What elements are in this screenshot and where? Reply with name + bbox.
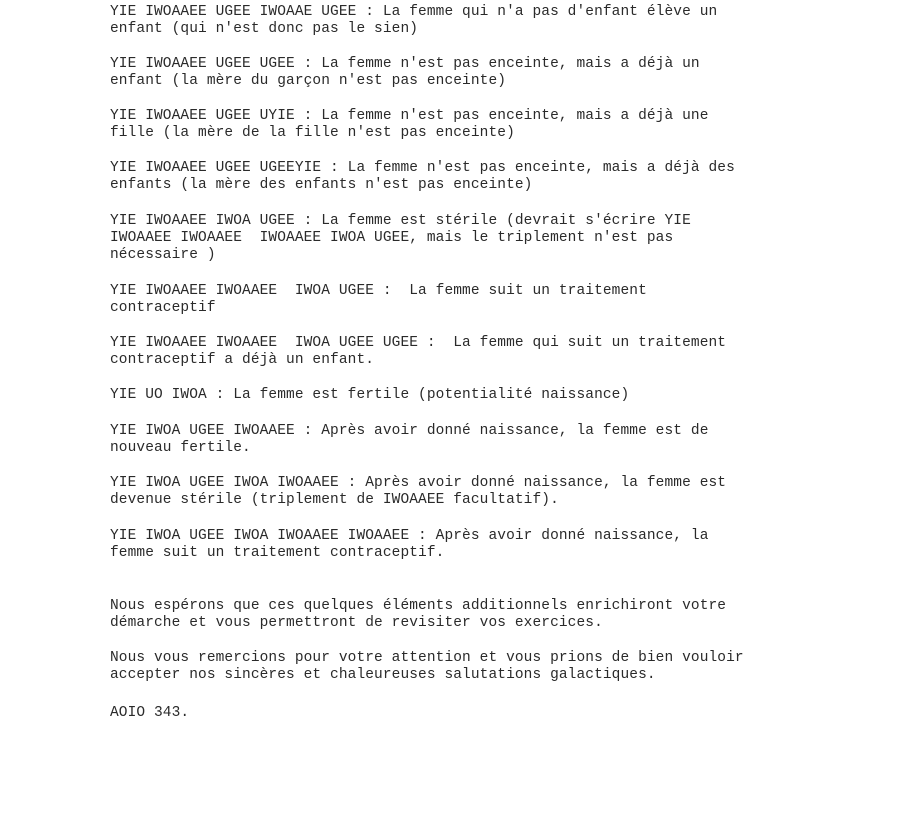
signature-text: AOIO 343. — [110, 705, 190, 721]
closing-paragraph: Nous espérons que ces quelques éléments additionnels enrichiront votre démarche et vous permettront de revisiter vos exercices. — [110, 598, 727, 631]
definition-paragraph: YIE IWOAAEE UGEE UGEE : La femme n'est pas enceinte, mais a déjà un enfant (la mère du garçon n'est pas enceinte) — [110, 56, 700, 89]
closing-paragraph: Nous vous remercions pour votre attention et vous prions de bien vouloir accepter nos sincères et chaleureuses salutations galactiques. — [110, 650, 744, 683]
definition-paragraph: YIE IWOAAEE IWOA UGEE : La femme est stérile (devrait s'écrire YIE IWOAAEE IWOAAEE IWOAAEE IWOA UGEE, mais le triplement n'est pas nécessaire ) — [110, 213, 691, 263]
definition-paragraph: YIE IWOAAEE UGEE UYIE : La femme n'est pas enceinte, mais a déjà une fille (la mère de la fille n'est pas enceinte) — [110, 108, 709, 141]
definition-paragraph: YIE UO IWOA : La femme est fertile (potentialité naissance) — [110, 387, 630, 403]
definition-paragraph: YIE IWOA UGEE IWOAAEE : Après avoir donné naissance, la femme est de nouveau fertile. — [110, 423, 709, 456]
definition-paragraph: YIE IWOAAEE IWOAAEE IWOA UGEE : La femme suit un traitement contraceptif — [110, 283, 647, 316]
definition-paragraph: YIE IWOAAEE IWOAAEE IWOA UGEE UGEE : La femme qui suit un traitement contraceptif a déjà un enfant. — [110, 335, 727, 368]
definition-paragraph: YIE IWOAAEE UGEE IWOAAE UGEE : La femme qui n'a pas d'enfant élève un enfant (qui n'est donc pas le sien) — [110, 4, 718, 37]
definition-paragraph: YIE IWOA UGEE IWOA IWOAAEE : Après avoir donné naissance, la femme est devenue stérile (triplement de IWOAAEE facultatif). — [110, 475, 727, 508]
definition-paragraph: YIE IWOAAEE UGEE UGEEYIE : La femme n'est pas enceinte, mais a déjà des enfants (la mère des enfants n'est pas enceinte) — [110, 160, 735, 193]
definition-paragraph: YIE IWOA UGEE IWOA IWOAAEE IWOAAEE : Après avoir donné naissance, la femme suit un traitement contraceptif. — [110, 528, 709, 561]
